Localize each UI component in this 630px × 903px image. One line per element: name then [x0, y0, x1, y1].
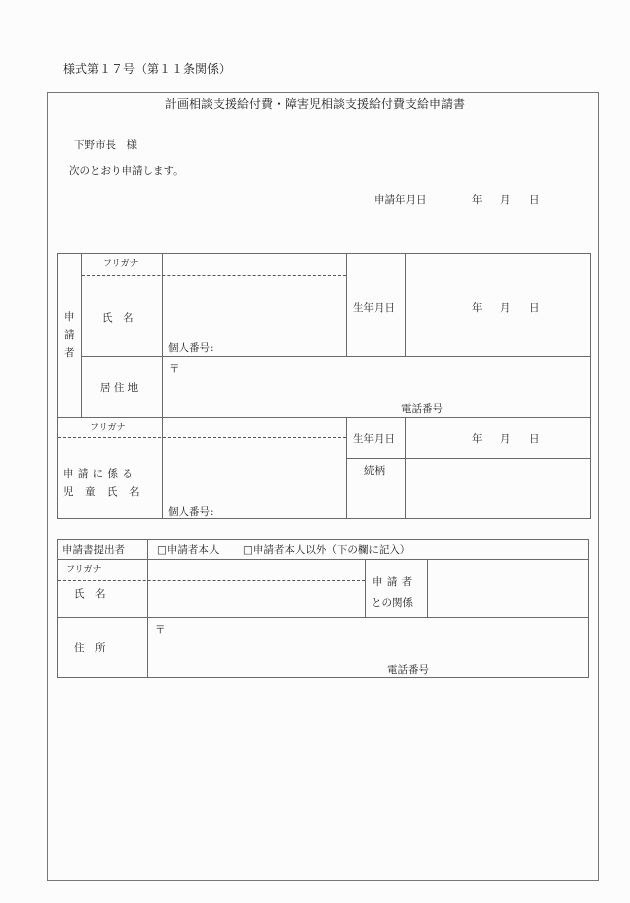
applicant-name-input[interactable]	[164, 277, 344, 327]
furigana-divider	[82, 275, 346, 276]
applicant-section-label-3: 者	[64, 347, 75, 359]
furigana-divider	[58, 437, 346, 438]
submitter-phone-input[interactable]	[437, 661, 585, 676]
submitter-furigana-input[interactable]	[149, 561, 363, 579]
submitter-relationship-input[interactable]	[430, 561, 586, 615]
applicant-section-label-2: 請	[64, 329, 75, 341]
child-birth-day[interactable]: 日	[529, 433, 540, 445]
child-furigana-input[interactable]	[164, 419, 344, 436]
child-birthdate-label: 生年月日	[353, 433, 395, 445]
divider	[57, 559, 589, 560]
applicant-birth-year[interactable]: 年	[472, 302, 483, 314]
applicant-personal-number-label: 個人番号:	[168, 342, 214, 354]
divider	[427, 559, 428, 617]
submitter-address-input[interactable]	[168, 621, 583, 657]
applicant-personal-number-input[interactable]	[218, 340, 344, 355]
divider	[346, 417, 347, 519]
child-name-label-1: 申 請 に 係 る	[63, 468, 134, 480]
applicant-birth-month[interactable]: 月	[500, 302, 511, 314]
intro-text: 次のとおり申請します。	[69, 165, 184, 177]
submitter-name-input[interactable]	[149, 582, 363, 615]
submitter-option-self[interactable]: □申請者本人	[157, 544, 220, 556]
applicant-postal-mark: 〒	[169, 363, 180, 375]
divider	[162, 253, 163, 519]
child-birth-month[interactable]: 月	[500, 433, 511, 445]
divider	[81, 253, 82, 417]
submitter-furigana-label: フリガナ	[66, 565, 102, 575]
applicant-furigana-input[interactable]	[164, 255, 344, 274]
applicant-birth-day[interactable]: 日	[529, 302, 540, 314]
child-personal-number-label: 個人番号:	[168, 506, 214, 518]
child-furigana-label: フリガナ	[90, 423, 126, 433]
child-relationship-input[interactable]	[408, 461, 588, 516]
child-name-input[interactable]	[164, 440, 344, 495]
application-day[interactable]: 日	[529, 194, 540, 206]
divider	[365, 559, 366, 617]
divider	[57, 417, 591, 418]
applicant-furigana-label: フリガナ	[103, 259, 139, 269]
submitter-relationship-label-2: との関係	[371, 597, 413, 609]
divider	[346, 253, 347, 356]
submitter-header-label: 申請書提出者	[62, 544, 125, 556]
form-number: 様式第１７号（第１１条関係）	[63, 62, 232, 76]
applicant-address-label: 居 住 地	[100, 382, 139, 394]
divider	[405, 253, 406, 356]
child-birth-year[interactable]: 年	[472, 433, 483, 445]
child-relationship-label: 続柄	[364, 465, 385, 477]
form-title: 計画相談支援給付費・障害児相談支援給付費支給申請書	[164, 97, 465, 111]
applicant-name-label: 氏 名	[102, 312, 134, 324]
submitter-address-label: 住 所	[74, 642, 106, 654]
submitter-postal-mark: 〒	[155, 624, 166, 636]
submitter-name-label: 氏 名	[74, 588, 106, 600]
divider	[81, 356, 591, 357]
applicant-phone-input[interactable]	[450, 400, 585, 415]
furigana-divider	[58, 580, 365, 581]
application-year[interactable]: 年	[472, 194, 483, 206]
divider	[346, 458, 591, 459]
applicant-birthdate-label: 生年月日	[353, 302, 395, 314]
application-date-label: 申請年月日	[374, 194, 427, 206]
submitter-relationship-label-1: 申 請 者	[372, 576, 413, 588]
divider	[57, 617, 589, 618]
applicant-address-input[interactable]	[182, 360, 582, 395]
application-month[interactable]: 月	[500, 194, 511, 206]
divider	[405, 417, 406, 519]
addressee: 下野市長 様	[74, 139, 137, 151]
child-name-label-2: 児 童 氏 名	[63, 486, 140, 498]
submitter-option-other[interactable]: □申請者本人以外（下の欄に記入）	[243, 544, 411, 556]
child-personal-number-input[interactable]	[218, 504, 344, 518]
applicant-phone-label: 電話番号	[401, 403, 443, 415]
submitter-phone-label: 電話番号	[387, 664, 429, 676]
applicant-section-label-1: 申	[64, 311, 75, 323]
